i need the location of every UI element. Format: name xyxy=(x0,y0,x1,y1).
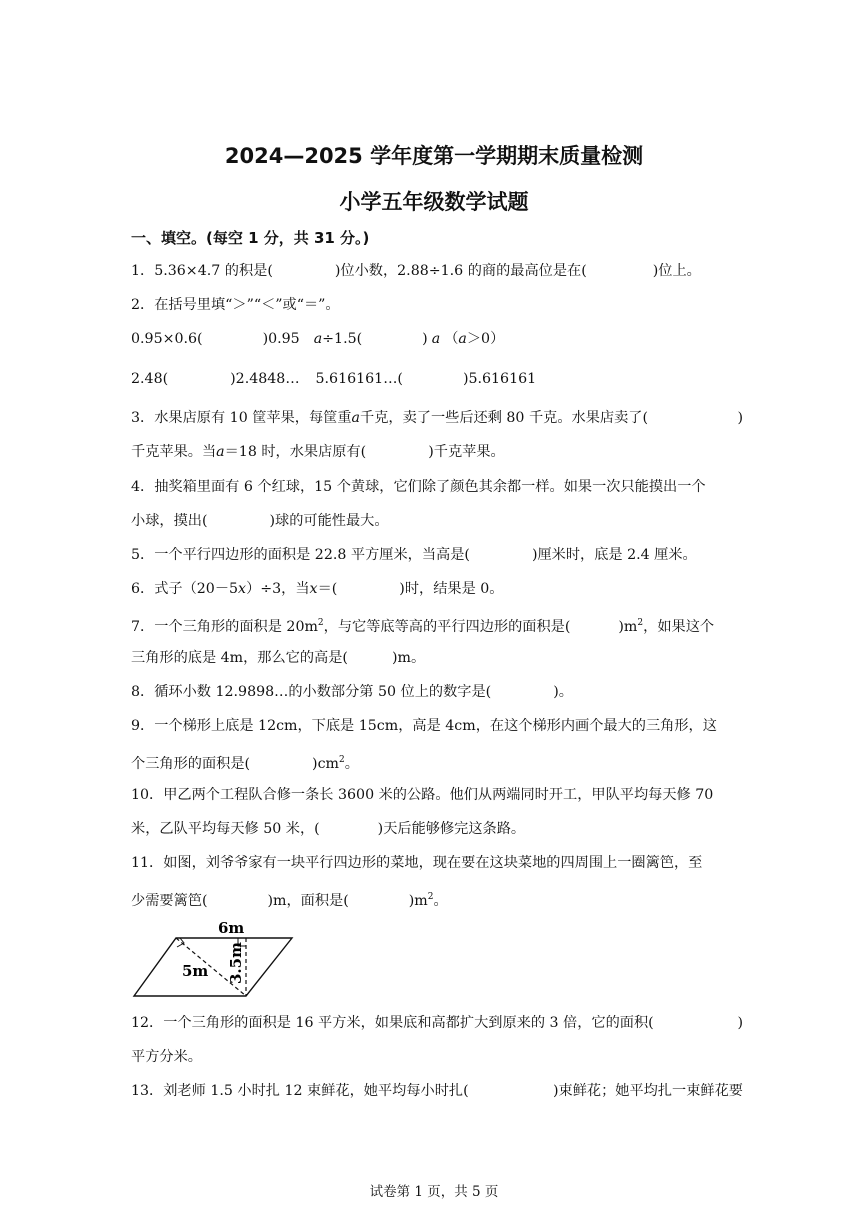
q2a-var-2: a xyxy=(431,331,441,347)
q2a-text-d: ÷1.5( xyxy=(322,331,363,347)
q2a-paren: （ xyxy=(444,331,459,347)
q5-text-a: 5．一个平行四边形的面积是 22.8 平方厘米，当高是( xyxy=(131,547,470,563)
q6-var: x xyxy=(238,581,247,597)
question-12-line-2: 平方分米。 xyxy=(131,1049,202,1065)
q3-text-d: ) xyxy=(737,410,743,426)
q11b-text-c: )m xyxy=(408,893,428,909)
q3b-text-a: 千克苹果。当 xyxy=(131,444,217,460)
page-footer: 试卷第 1 页，共 5 页 xyxy=(369,1184,499,1200)
question-7 xyxy=(131,613,743,637)
question-5 xyxy=(131,545,743,565)
top-label: 6m xyxy=(218,919,245,937)
q6-var-2: x xyxy=(309,581,318,597)
question-4-line-2 xyxy=(131,511,743,531)
q8-text-b: )。 xyxy=(553,684,573,700)
repeating-decimal: 2.48 xyxy=(131,371,163,387)
question-13 xyxy=(131,1081,743,1101)
q9b-text-d: 。 xyxy=(344,756,359,772)
q9b-text-b: )cm xyxy=(312,756,339,772)
q7-text-f: ，如果这个 xyxy=(643,619,715,635)
q6-text-e: ＝( xyxy=(317,581,338,597)
question-12 xyxy=(131,1013,743,1033)
question-9-line-2 xyxy=(131,750,743,774)
q12-text-a: 12．一个三角形的面积是 16 平方米，如果底和高都扩大到原来的 3 倍，它的面积( xyxy=(131,1015,654,1031)
question-2-row-1 xyxy=(131,329,743,349)
q11b-text-b: )m，面积是( xyxy=(267,893,349,909)
question-10-line-2 xyxy=(131,819,743,839)
q7-sup-2: 2 xyxy=(637,618,644,628)
question-1 xyxy=(131,261,743,281)
q3b-text-c: ＝18 时，水果店原有( xyxy=(224,444,367,460)
q2a-var: a xyxy=(313,331,323,347)
q2a-var-3: a xyxy=(458,331,467,347)
q2b-paren: ( xyxy=(162,371,169,387)
q2a-text-a: 0.95×0.6( xyxy=(131,331,203,347)
q4b-text-a: 小球，摸出( xyxy=(131,513,208,529)
q3-text-c: 千克，卖了一些后还剩 80 千克。水果店卖了( xyxy=(360,410,648,426)
question-3 xyxy=(131,408,743,428)
q4b-text-b: )球的可能性最大。 xyxy=(269,513,389,529)
slant-label: 5m xyxy=(182,962,209,980)
q8-text-a: 8．循环小数 12.9898…的小数部分第 50 位上的数字是( xyxy=(131,684,492,700)
q13-text-a: 13．刘老师 1.5 小时扎 12 束鲜花，她平均每小时扎( xyxy=(131,1083,469,1099)
question-8 xyxy=(131,682,743,702)
q1-text-c: )位上。 xyxy=(652,263,701,279)
question-3-line-2 xyxy=(131,442,743,462)
q6-text-c: ）÷3，当 xyxy=(246,581,310,597)
q1-text-a: 1．5.36×4.7 的积是( xyxy=(131,263,273,279)
question-4: 4．抽奖箱里面有 6 个红球，15 个黄球，它们除了颜色其余都一样。如果一次只能摸出一个 xyxy=(131,479,706,495)
q7-text-d: )m xyxy=(618,619,638,635)
exam-title: 2024—2025 学年度第一学期期末质量检测 xyxy=(224,144,644,168)
question-10: 10．甲乙两个工程队合修一条长 3600 米的公路。他们从两端同时开工，甲队平均每天修 70 xyxy=(131,787,714,803)
q2a-condition: ＞0） xyxy=(466,331,505,347)
question-6 xyxy=(131,579,743,599)
question-9: 9．一个梯形上底是 12cm，下底是 15cm，高是 4cm，在这个梯形内画个最大的三角形，这 xyxy=(131,718,717,734)
q2a-text-b: )0.95 xyxy=(262,331,300,347)
q5-text-b: )厘米时，底是 2.4 厘米。 xyxy=(531,547,697,563)
q2b-text-e: )5.616161 xyxy=(462,371,537,387)
q3-text-a: 3．水果店原有 10 筐苹果，每筐重 xyxy=(131,410,352,426)
q9b-sup: 2 xyxy=(338,755,345,765)
exam-subtitle: 小学五年级数学试题 xyxy=(339,190,529,214)
q7-sup: 2 xyxy=(317,618,324,628)
q3b-var: a xyxy=(216,444,225,460)
question-11-line-2 xyxy=(131,887,743,911)
q7-text-c: ，与它等底等高的平行四边形的面积是( xyxy=(323,619,571,635)
q13-text-b: )束鲜花；她平均扎一束鲜花要 xyxy=(553,1083,743,1099)
q7b-text-a: 三角形的底是 4m，那么它的高是( xyxy=(131,650,348,666)
q10b-text-b: )天后能够修完这条路。 xyxy=(377,821,526,837)
parallelogram-shape xyxy=(134,938,292,996)
q1-text-b: )位小数，2.88÷1.6 的商的最高位是在( xyxy=(334,263,587,279)
section-heading: 一、填空。(每空 1 分，共 31 分。) xyxy=(131,229,370,247)
question-11: 11．如图，刘爷爷家有一块平行四边形的菜地，现在要在这块菜地的四周围上一圈篱笆，至 xyxy=(131,855,703,871)
q7b-text-b: )m。 xyxy=(391,650,426,666)
q3-var: a xyxy=(351,410,361,426)
height-label: 3.5m xyxy=(227,942,245,984)
parallelogram-figure xyxy=(130,914,300,1002)
q11b-sup: 2 xyxy=(427,892,434,902)
q7-text-a: 7．一个三角形的面积是 20m xyxy=(131,619,318,635)
q2b-text-d: 5.616161…( xyxy=(315,371,403,387)
q11b-text-e: 。 xyxy=(433,893,448,909)
q6-text-a: 6．式子（20－5 xyxy=(131,581,239,597)
q3b-text-d: )千克苹果。 xyxy=(428,444,505,460)
question-7-line-2 xyxy=(131,648,743,668)
q6-text-f: )时，结果是 0。 xyxy=(399,581,504,597)
q9b-text-a: 个三角形的面积是( xyxy=(131,756,251,772)
q11b-text-a: 少需要篱笆( xyxy=(131,893,208,909)
q2a-text-e: ) xyxy=(422,331,428,347)
question-2: 2．在括号里填“＞”“＜”或“＝”。 xyxy=(131,297,340,313)
q12-text-b: ) xyxy=(737,1015,743,1031)
q2b-text-c: )2.4848… xyxy=(230,371,300,387)
q10b-text-a: 米，乙队平均每天修 50 米，( xyxy=(131,821,320,837)
question-2-row-2 xyxy=(131,369,743,389)
